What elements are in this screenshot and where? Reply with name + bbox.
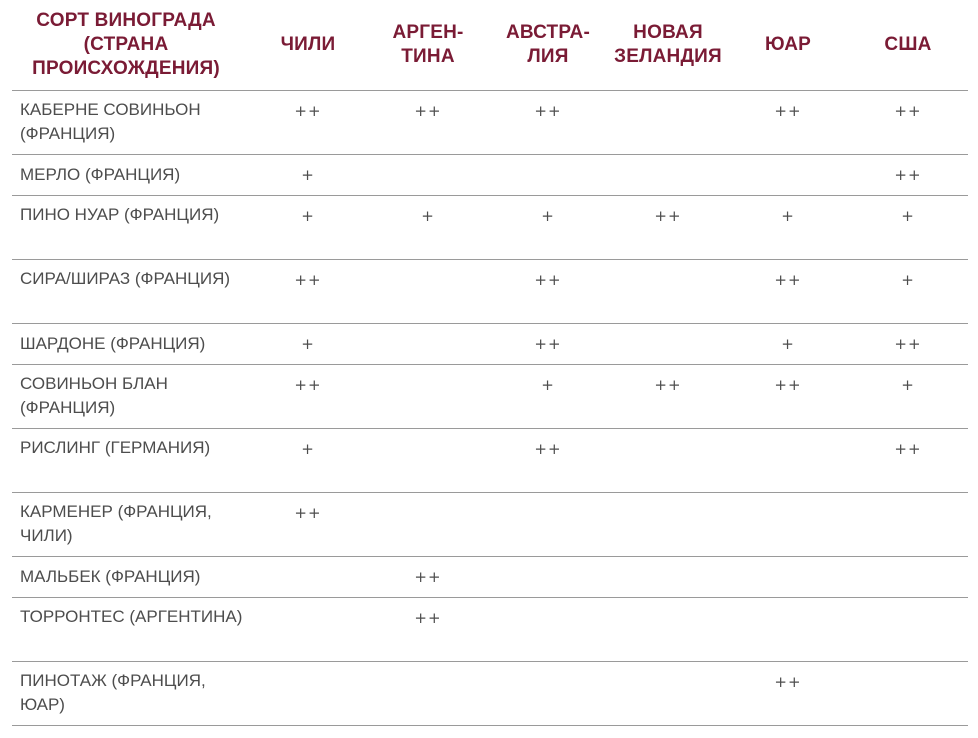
rating-cell: [608, 662, 728, 726]
country-header-usa: [848, 0, 968, 91]
rating-cell: [608, 598, 728, 662]
rating-cell: ++: [608, 196, 728, 260]
country-header-label: НОВАЯ ЗЕЛАНДИЯ: [614, 22, 722, 67]
table-row: [12, 429, 968, 493]
rating-cell: [488, 493, 608, 557]
rating-cell: [368, 662, 488, 726]
rating-cell: +: [248, 196, 368, 260]
grape-name: КАРМЕНЕР (ФРАНЦИЯ, ЧИЛИ): [12, 493, 248, 557]
grape-column-header-label: СОРТ ВИНОГРАДА (СТРАНА ПРОИСХОЖДЕНИЯ): [32, 10, 220, 79]
rating-cell: [488, 598, 608, 662]
table-body: [12, 91, 968, 726]
rating-cell: ++: [728, 365, 848, 429]
rating-cell: +: [728, 196, 848, 260]
rating-cell: [848, 598, 968, 662]
table-row: [12, 493, 968, 557]
rating-cell: ++: [248, 260, 368, 324]
rating-cell: [368, 493, 488, 557]
rating-cell: [848, 493, 968, 557]
grape-name: ПИНО НУАР (ФРАНЦИЯ): [12, 196, 248, 260]
rating-cell: [488, 557, 608, 598]
country-header-chile: [248, 0, 368, 91]
grape-column-header: [12, 0, 248, 91]
rating-cell: [728, 557, 848, 598]
grape-country-table: [12, 0, 968, 726]
rating-cell: +: [848, 260, 968, 324]
rating-cell: ++: [488, 260, 608, 324]
grape-name: ТОРРОНТЕС (АРГЕНТИНА): [12, 598, 248, 662]
rating-cell: ++: [488, 91, 608, 155]
country-header-south-africa: [728, 0, 848, 91]
rating-cell: ++: [248, 493, 368, 557]
rating-cell: [608, 155, 728, 196]
table-row: [12, 557, 968, 598]
rating-cell: [608, 260, 728, 324]
rating-cell: +: [488, 365, 608, 429]
rating-cell: [368, 324, 488, 365]
grape-name: КАБЕРНЕ СОВИНЬОН (ФРАНЦИЯ): [12, 91, 248, 155]
rating-cell: +: [248, 155, 368, 196]
rating-cell: +: [248, 429, 368, 493]
rating-cell: ++: [368, 557, 488, 598]
country-header-label: АВСТРА-ЛИЯ: [505, 22, 591, 67]
rating-cell: [488, 155, 608, 196]
country-header-australia: [488, 0, 608, 91]
rating-cell: ++: [848, 429, 968, 493]
grape-name: РИСЛИНГ (ГЕРМАНИЯ): [12, 429, 248, 493]
rating-cell: +: [488, 196, 608, 260]
rating-cell: ++: [728, 260, 848, 324]
rating-cell: [728, 155, 848, 196]
rating-cell: ++: [488, 429, 608, 493]
table-row: [12, 324, 968, 365]
rating-cell: [368, 155, 488, 196]
grape-name: МАЛЬБЕК (ФРАНЦИЯ): [12, 557, 248, 598]
table-row: [12, 662, 968, 726]
country-header-label: ЮАР: [764, 34, 812, 55]
rating-cell: [248, 557, 368, 598]
rating-cell: +: [848, 196, 968, 260]
table-row: [12, 91, 968, 155]
rating-cell: [368, 260, 488, 324]
rating-cell: [608, 429, 728, 493]
rating-cell: ++: [368, 91, 488, 155]
country-header-new-zealand: [608, 0, 728, 91]
rating-cell: [728, 429, 848, 493]
table-row: [12, 598, 968, 662]
rating-cell: [608, 91, 728, 155]
rating-cell: [848, 557, 968, 598]
rating-cell: [248, 598, 368, 662]
rating-cell: [848, 662, 968, 726]
rating-cell: +: [848, 365, 968, 429]
rating-cell: [608, 493, 728, 557]
grape-name: СИРА/ШИРАЗ (ФРАНЦИЯ): [12, 260, 248, 324]
rating-cell: [368, 365, 488, 429]
table-row: [12, 155, 968, 196]
rating-cell: ++: [848, 91, 968, 155]
rating-cell: ++: [488, 324, 608, 365]
grape-name: МЕРЛО (ФРАНЦИЯ): [12, 155, 248, 196]
country-header-label: США: [884, 34, 932, 55]
rating-cell: ++: [728, 91, 848, 155]
grape-name: ПИНОТАЖ (ФРАНЦИЯ, ЮАР): [12, 662, 248, 726]
rating-cell: [728, 598, 848, 662]
rating-cell: ++: [848, 155, 968, 196]
grape-name: ШАРДОНЕ (ФРАНЦИЯ): [12, 324, 248, 365]
rating-cell: [248, 662, 368, 726]
rating-cell: [488, 662, 608, 726]
rating-cell: ++: [728, 662, 848, 726]
country-header-label: АРГЕН-ТИНА: [392, 22, 464, 67]
country-header-label: ЧИЛИ: [280, 34, 336, 55]
table-row: [12, 365, 968, 429]
rating-cell: [608, 557, 728, 598]
rating-cell: ++: [248, 365, 368, 429]
rating-cell: ++: [608, 365, 728, 429]
table-row: [12, 196, 968, 260]
grape-name: СОВИНЬОН БЛАН (ФРАНЦИЯ): [12, 365, 248, 429]
rating-cell: [368, 429, 488, 493]
rating-cell: ++: [368, 598, 488, 662]
rating-cell: [728, 493, 848, 557]
rating-cell: +: [248, 324, 368, 365]
rating-cell: [608, 324, 728, 365]
rating-cell: +: [728, 324, 848, 365]
country-header-argentina: [368, 0, 488, 91]
rating-cell: +: [368, 196, 488, 260]
table-row: [12, 260, 968, 324]
header-row: [12, 0, 968, 91]
rating-cell: ++: [848, 324, 968, 365]
rating-cell: ++: [248, 91, 368, 155]
